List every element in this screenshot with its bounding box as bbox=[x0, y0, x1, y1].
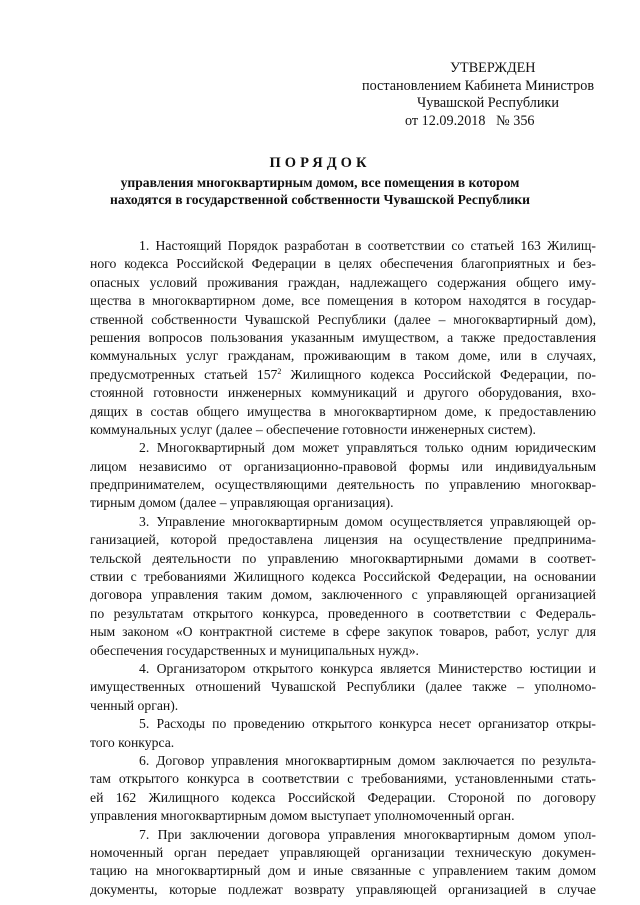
body-line: договора управления таким домом, заключенного с управляющей организацией bbox=[90, 587, 596, 603]
body-line: ного кодекса Российской Федерации в целях обеспечения благоприятных и без- bbox=[90, 256, 596, 272]
body-line: ственной собственности Чувашской Республики (далее – многоквартирный дом), bbox=[90, 311, 596, 327]
body-line: тирным домом (далее – управляющая организация). bbox=[90, 495, 394, 511]
body-line: тацию на многоквартирный дом и иные связанные с управлением таким домом bbox=[90, 863, 596, 879]
body-line: там открытого конкурса в соответствии с требованиями, установленными стать- bbox=[90, 771, 596, 787]
footnote-superscript: 2 bbox=[277, 366, 282, 376]
document-body bbox=[90, 237, 596, 899]
body-line: номоченный орган передает управляющей организации техническую докумен- bbox=[90, 844, 596, 860]
body-line: коммунальных услуг гражданам, проживающим в таком доме, или в случаях, bbox=[90, 348, 596, 364]
body-line: ствии с требованиями Жилищного кодекса Российской Федерации, на основании bbox=[90, 569, 596, 585]
body-line: стоянной готовности инженерных коммуникаций и другого оборудования, вхо- bbox=[90, 385, 596, 401]
body-line: тельской деятельности по управлению многоквартирными домами в соответ- bbox=[90, 550, 596, 566]
body-line: решения вопросов пользования указанным имуществом, а также предоставления bbox=[90, 329, 596, 345]
body-line: по результатам открытого конкурса, проведенного в соответствии с Федераль- bbox=[90, 605, 596, 621]
body-line: ченный орган). bbox=[90, 697, 179, 713]
body-line: 1. Настоящий Порядок разработан в соответствии со статьей 163 Жилищ- bbox=[139, 238, 596, 253]
document-subtitle bbox=[0, 174, 640, 208]
approval-authority: постановлением Кабинета Министров bbox=[362, 77, 595, 94]
document-title: ПОРЯДОК bbox=[269, 155, 371, 171]
body-line: 5. Расходы по проведению открытого конкурса несет организатор откры- bbox=[139, 716, 596, 732]
body-line: имущественных отношений Чувашской Республики (далее также – уполномо- bbox=[90, 679, 596, 695]
subtitle-line: находятся в государственной собственности Чувашской Республики bbox=[110, 192, 530, 207]
subtitle-line: управления многоквартирным домом, все помещения в котором bbox=[120, 175, 520, 190]
body-line: 2. Многоквартирный дом может управляться только одним юридическим bbox=[139, 440, 596, 456]
body-line: 6. Договор управления многоквартирным домом заключается по результа- bbox=[139, 752, 596, 768]
body-line: предусмотренных статьей $157^2$ Жилищного кодекса Российской Федерации, по- bbox=[90, 366, 596, 382]
approval-date-number: от 12.09.2018 № 356 bbox=[405, 112, 535, 129]
approval-stamp bbox=[362, 60, 612, 130]
body-line: щества в многоквартирном доме, все помещения в котором находятся в государ- bbox=[90, 293, 596, 309]
body-line: дящих в состав общего имущества в многоквартирном доме, к предоставлению bbox=[90, 403, 596, 419]
body-line: ным законом «О контрактной системе в сфере закупок товаров, работ, услуг для bbox=[90, 624, 596, 640]
body-line: предпринимателем, осуществляющими деятельность по управлению многоквар- bbox=[90, 477, 596, 493]
body-line: обеспечения государственных и муниципальных нужд». bbox=[90, 642, 419, 658]
approval-heading: УТВЕРЖДЕН bbox=[450, 60, 536, 76]
approval-region: Чувашской Республики bbox=[417, 95, 559, 111]
body-line: 3. Управление многоквартирным домом осуществляется управляющей ор- bbox=[139, 513, 596, 529]
body-line: управления многоквартирным домом выступает уполномоченный орган. bbox=[90, 808, 515, 824]
body-line: ганизацией, которой предоставлена лицензия на осуществление предпринима- bbox=[90, 532, 596, 548]
body-line: коммунальных услуг (далее – обеспечение готовности инженерных систем). bbox=[90, 421, 536, 437]
body-line: того конкурса. bbox=[90, 734, 175, 750]
body-line: 7. При заключении договора управления многоквартирным домом упол- bbox=[139, 826, 596, 842]
body-line: опасных условий проживания граждан, надлежащего содержания общего иму- bbox=[90, 274, 596, 290]
body-line: документы, которые подлежат возврату управляющей организацией в случае bbox=[90, 881, 596, 897]
body-line: ей 162 Жилищного кодекса Российской Федерации. Стороной по договору bbox=[90, 789, 596, 805]
body-line: 4. Организатором открытого конкурса является Министерство юстиции и bbox=[139, 660, 596, 676]
body-line: лицом независимо от организационно-правовой формы или индивидуальным bbox=[90, 458, 596, 474]
